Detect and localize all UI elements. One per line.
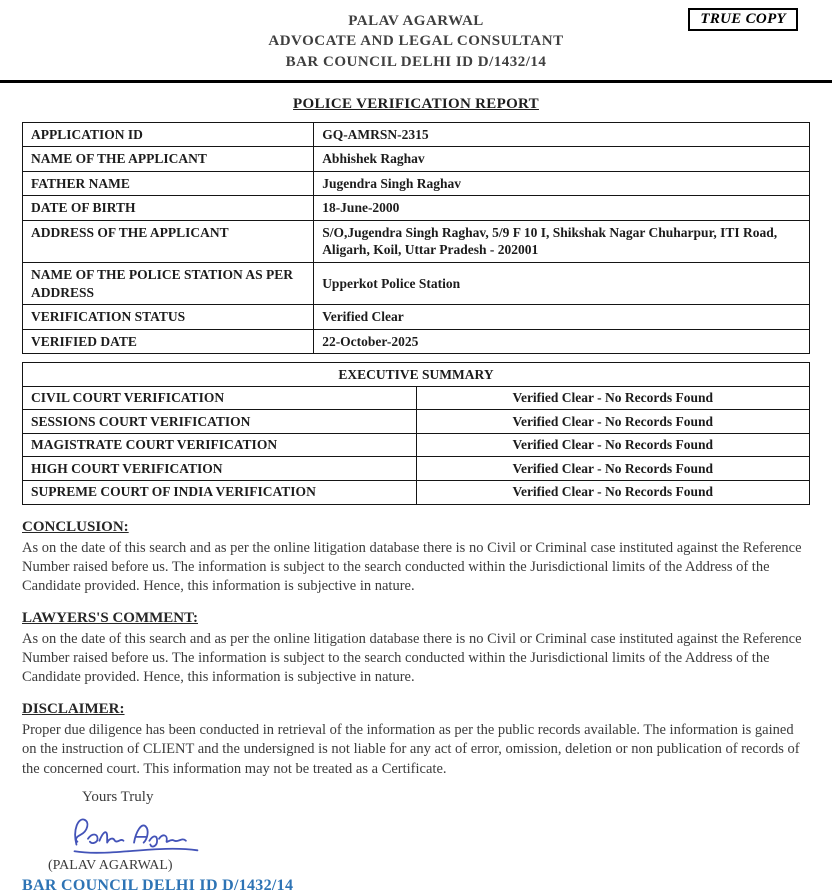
verification-label: MAGISTRATE COURT VERIFICATION bbox=[23, 433, 417, 457]
table-row bbox=[23, 433, 810, 457]
report-title: POLICE VERIFICATION REPORT bbox=[293, 95, 539, 112]
lawyers-comment-body: As on the date of this search and as per the online litigation database there is no Civil or Criminal case instituted against the Reference Number raised before us. The information is subject to the search conducted within the Jurisdictional limits of the Address of the Candidate provided. Hence, this information is subjective in nature. bbox=[22, 630, 802, 686]
field-value: 18-June-2000 bbox=[314, 196, 810, 221]
verification-result: Verified Clear - No Records Found bbox=[416, 410, 810, 434]
field-label: FATHER NAME bbox=[23, 171, 314, 196]
disclaimer-body: Proper due diligence has been conducted in retrieval of the information as per the public records available. The information is gained on the instruction of CLIENT and the undersigned is not liable for any act of error, omission, deletion or non publication of records of the concerned court. This information may not be treated as a Certificate. bbox=[22, 722, 800, 777]
field-label: APPLICATION ID bbox=[23, 122, 314, 147]
field-value: Abhishek Raghav bbox=[314, 147, 810, 172]
advocate-name: PALAV AGARWAL bbox=[348, 13, 484, 29]
verification-label: CIVIL COURT VERIFICATION bbox=[23, 386, 417, 410]
bar-council-id-header: BAR COUNCIL DELHI ID D/1432/14 bbox=[285, 53, 547, 70]
conclusion-heading: CONCLUSION: bbox=[22, 518, 129, 535]
verification-result: Verified Clear - No Records Found bbox=[416, 480, 810, 504]
table-row bbox=[23, 386, 810, 410]
table-row bbox=[23, 122, 810, 147]
field-label: ADDRESS OF THE APPLICANT bbox=[23, 220, 314, 262]
header-divider bbox=[0, 80, 832, 83]
executive-summary-title: EXECUTIVE SUMMARY bbox=[23, 363, 810, 387]
disclaimer-section bbox=[22, 700, 810, 778]
verification-label: SUPREME COURT OF INDIA VERIFICATION bbox=[23, 480, 417, 504]
lawyers-comment-section bbox=[22, 609, 810, 687]
handwritten-signature bbox=[60, 810, 810, 858]
executive-summary-table bbox=[22, 362, 810, 504]
advocate-title: ADVOCATE AND LEGAL CONSULTANT bbox=[268, 33, 564, 50]
field-label: VERIFICATION STATUS bbox=[23, 305, 314, 330]
bar-council-id-footer: BAR COUNCIL DELHI ID D/1432/14 bbox=[22, 876, 294, 894]
table-row bbox=[23, 171, 810, 196]
verification-result: Verified Clear - No Records Found bbox=[416, 457, 810, 481]
table-row bbox=[23, 410, 810, 434]
field-value: 22-October-2025 bbox=[314, 329, 810, 354]
table-header-row bbox=[23, 363, 810, 387]
table-row bbox=[23, 147, 810, 172]
field-value: GQ-AMRSN-2315 bbox=[314, 122, 810, 147]
table-row bbox=[23, 305, 810, 330]
field-value: Verified Clear bbox=[314, 305, 810, 330]
field-value: S/O,Jugendra Singh Raghav, 5/9 F 10 I, Shikshak Nagar Chuharpur, ITI Road, Aligarh, Koil, Uttar Pradesh - 202001 bbox=[314, 220, 810, 262]
conclusion-body: As on the date of this search and as per the online litigation database there is no Civil or Criminal case instituted against the Reference Number raised before us. The information is subject to the search conducted within the Jurisdictional limits of the Address of the Candidate provided. Hence, this information is subjective in nature. bbox=[22, 539, 802, 594]
table-row bbox=[23, 196, 810, 221]
table-row bbox=[23, 457, 810, 481]
document-body bbox=[0, 96, 832, 895]
lawyers-comment-heading: LAWYERS'S COMMENT: bbox=[22, 609, 198, 626]
closing-salutation: Yours Truly bbox=[82, 788, 154, 805]
verification-label: SESSIONS COURT VERIFICATION bbox=[23, 410, 417, 434]
table-row bbox=[23, 480, 810, 504]
true-copy-stamp: TRUE COPY bbox=[688, 8, 798, 31]
disclaimer-heading: DISCLAIMER: bbox=[22, 701, 125, 718]
table-row bbox=[23, 329, 810, 354]
field-value: Upperkot Police Station bbox=[314, 263, 810, 305]
verification-label: HIGH COURT VERIFICATION bbox=[23, 457, 417, 481]
field-label: VERIFIED DATE bbox=[23, 329, 314, 354]
field-value: Jugendra Singh Raghav bbox=[314, 171, 810, 196]
signature-ink-icon bbox=[60, 810, 210, 858]
signatory-name: (PALAV AGARWAL) bbox=[48, 857, 173, 873]
table-row bbox=[23, 263, 810, 305]
conclusion-section bbox=[22, 518, 810, 596]
verification-result: Verified Clear - No Records Found bbox=[416, 433, 810, 457]
field-label: NAME OF THE APPLICANT bbox=[23, 147, 314, 172]
applicant-info-table bbox=[22, 122, 810, 354]
field-label: DATE OF BIRTH bbox=[23, 196, 314, 221]
table-row bbox=[23, 220, 810, 262]
field-label: NAME OF THE POLICE STATION AS PER ADDRESS bbox=[23, 263, 314, 305]
verification-result: Verified Clear - No Records Found bbox=[416, 386, 810, 410]
